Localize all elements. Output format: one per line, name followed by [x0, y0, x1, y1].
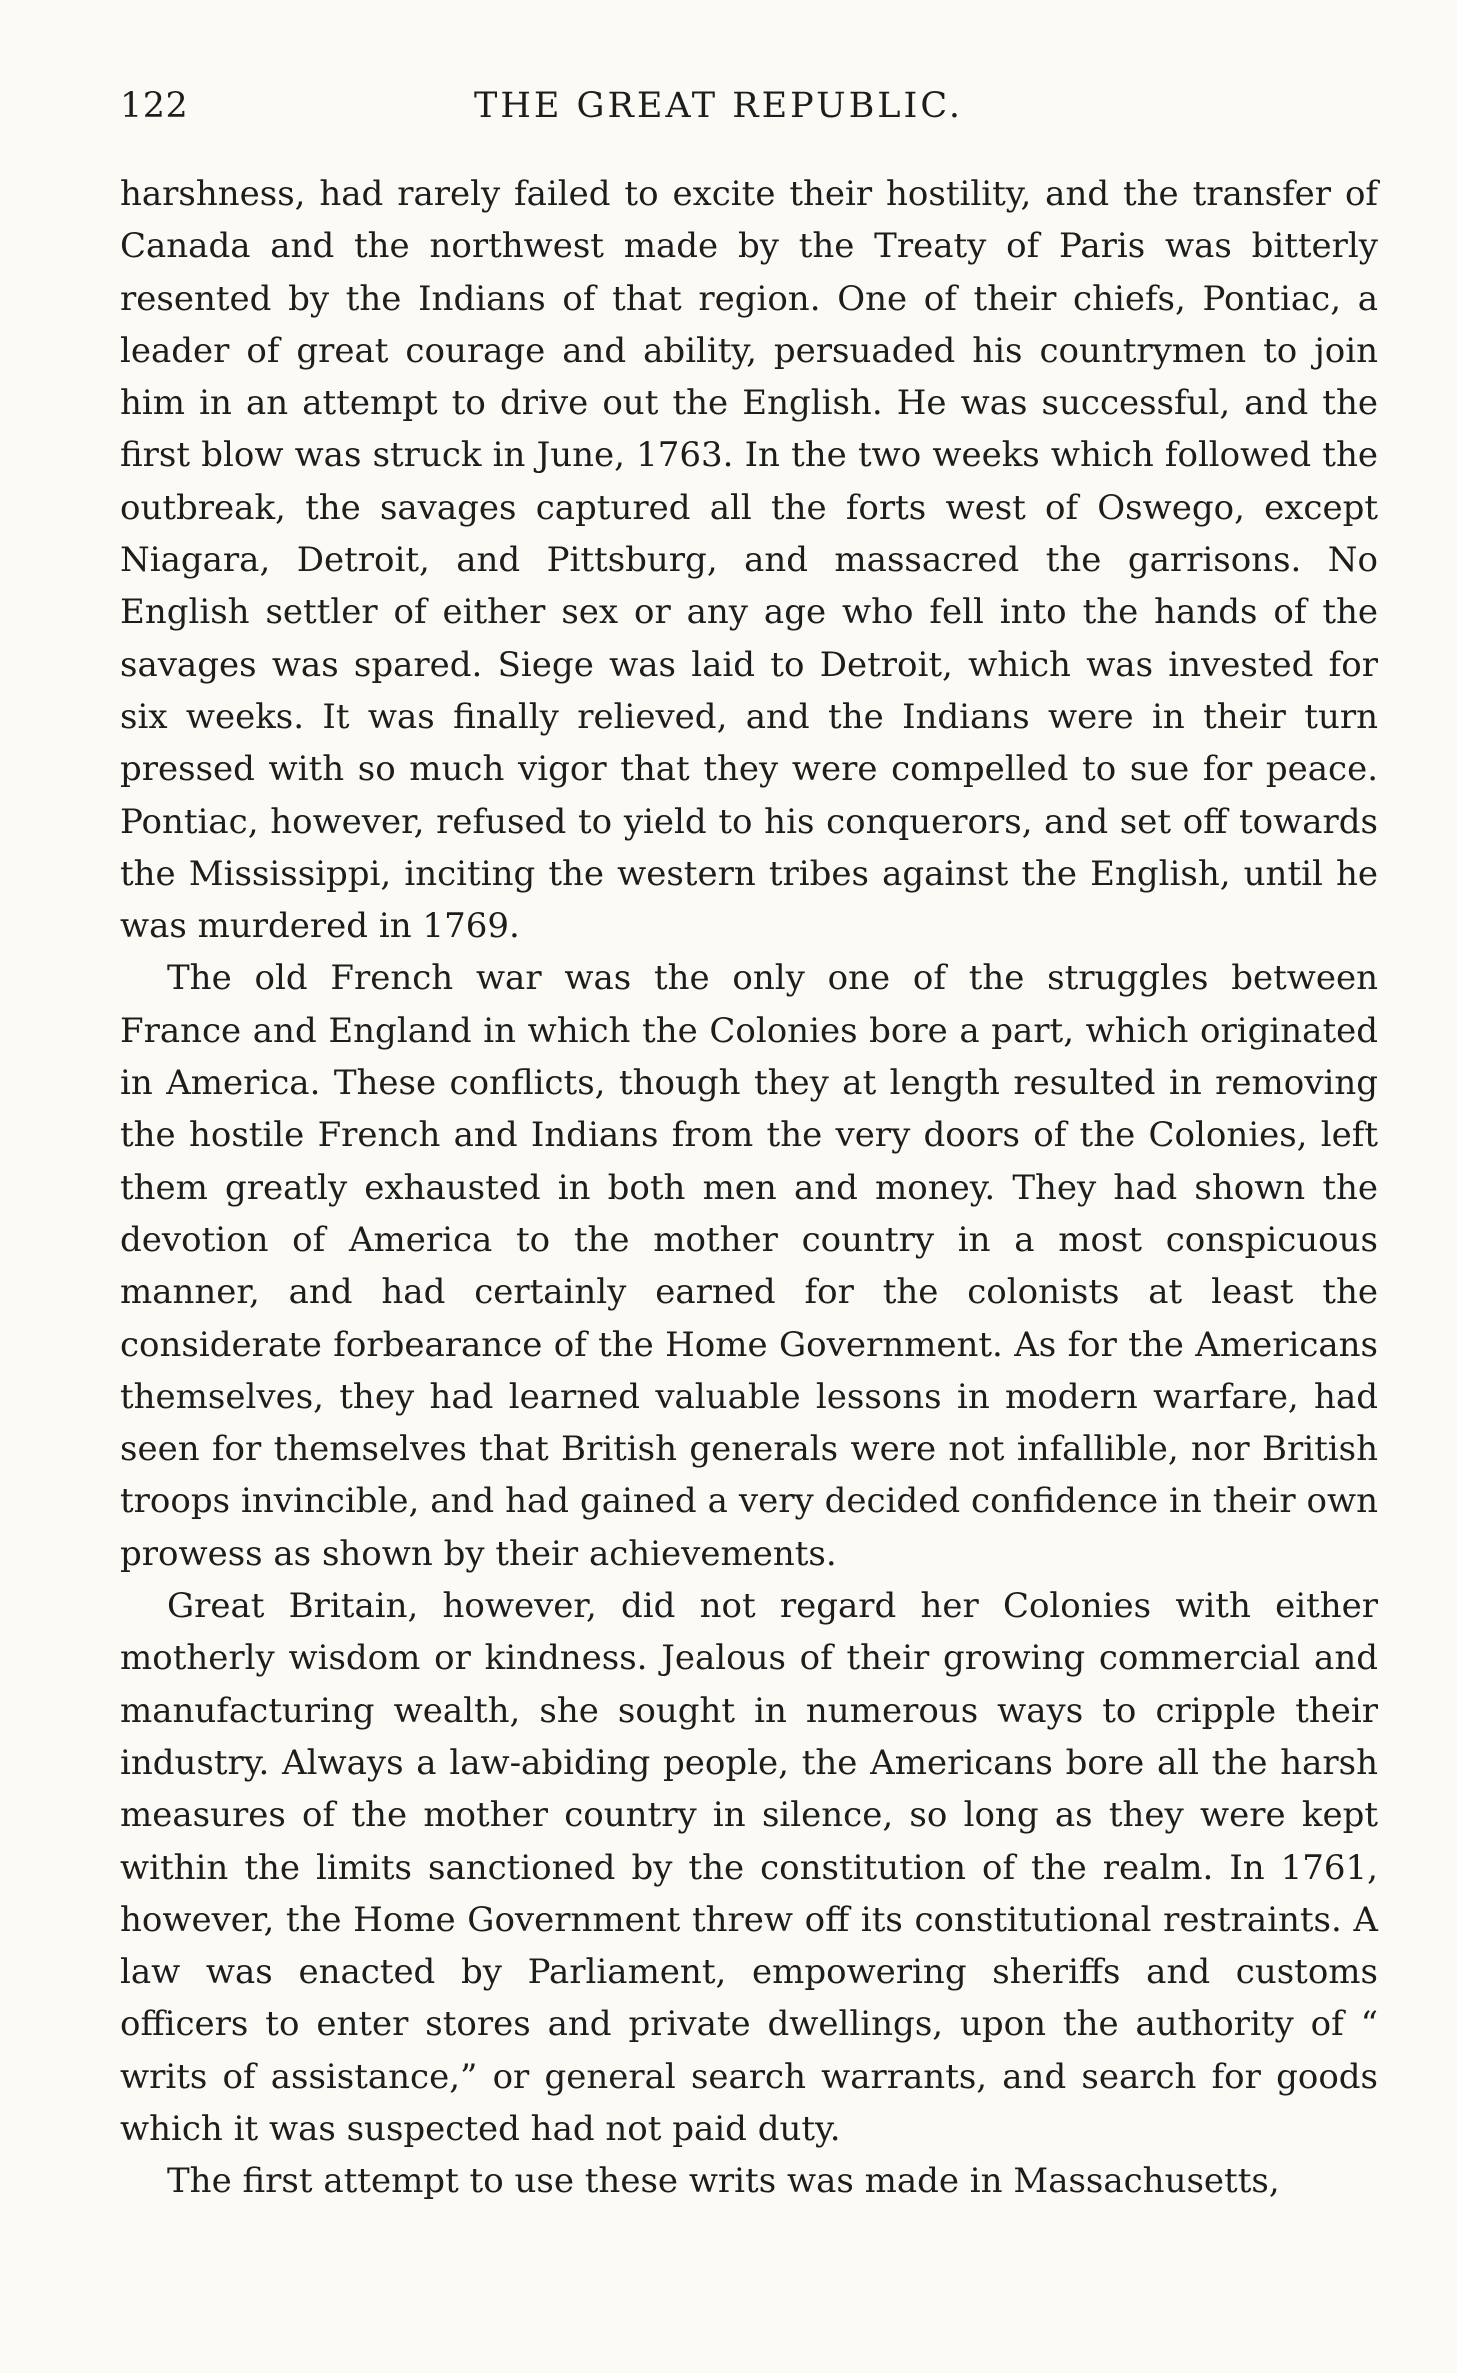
- running-head: [120, 86, 1378, 126]
- page-number: 122: [120, 86, 189, 126]
- paragraph-great-britain-colonies: Great Britain, however, did not regard her Colonies with either motherly wisdom or kindness. Jealous of their growing commercial and manufacturing wealth, she sought in numerous ways to cripple their industry. Always a law-abiding people, the Americans bore all the harsh measures of the mother country in silence, so long as they were kept within the limits sanctioned by the constitution of the realm. In 1761, however, the Home Government threw off its constitutional restraints. A law was enacted by Parliament, empowering sheriffs and customs officers to enter stores and private dwellings, upon the authority of “ writs of assistance,” or general search warrants, and search for goods which it was suspected had not paid duty.: [120, 1586, 1378, 2149]
- body-text: [120, 168, 1378, 2208]
- paragraph-writs-massachusetts: The first attempt to use these writs was made in Massachusetts,: [167, 2161, 1280, 2202]
- running-title: THE GREAT REPUBLIC.: [474, 86, 964, 126]
- paragraph-old-french-war: The old French war was the only one of the struggles between France and England in which the Colonies bore a part, which originated in America. These conflicts, though they at length resulted in removing the hostile French and Indians from the very doors of the Colonies, left them greatly exhausted in both men and money. They had shown the devotion of America to the mother country in a most conspicuous manner, and had certainly earned for the colonists at least the considerate forbearance of the Home Government. As for the Americans themselves, they had learned valuable lessons in modern warfare, had seen for themselves that British generals were not infallible, nor British troops invincible, and had gained a very decided confidence in their own prowess as shown by their achievements.: [120, 958, 1378, 1574]
- paragraph-pontiac-continuation: harshness, had rarely failed to excite their hostility, and the transfer of Canada and the northwest made by the Treaty of Paris was bitterly resented by the Indians of that region. One of their chiefs, Pontiac, a leader of great courage and ability, persuaded his countrymen to join him in an attempt to drive out the English. He was successful, and the first blow was struck in June, 1763. In the two weeks which followed the outbreak, the savages captured all the forts west of Oswego, except Niagara, Detroit, and Pittsburg, and massacred the garrisons. No English settler of either sex or any age who fell into the hands of the savages was spared. Siege was laid to Detroit, which was invested for six weeks. It was finally relieved, and the Indians were in their turn pressed with so much vigor that they were compelled to sue for peace. Pontiac, however, refused to yield to his conquerors, and set off towards the Mississippi, inciting the western tribes against the English, until he was murdered in 1769.: [120, 174, 1378, 947]
